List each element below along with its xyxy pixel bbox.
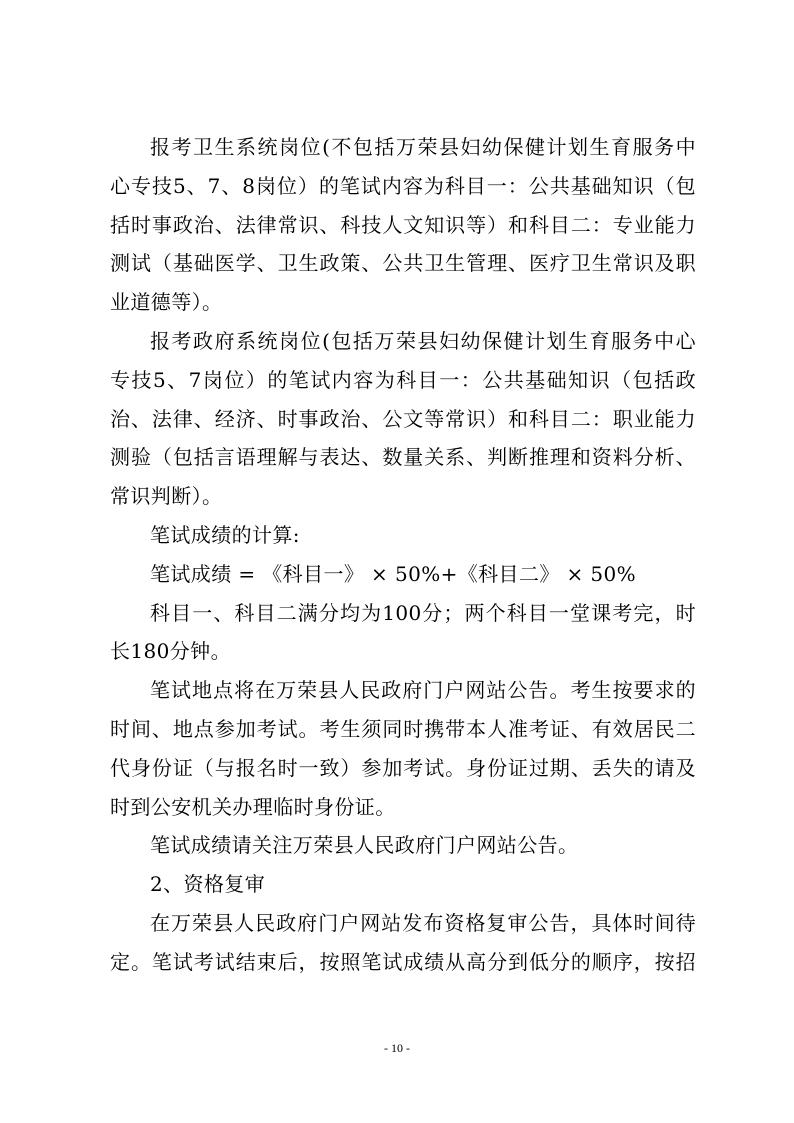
paragraph-line: 定。笔试考试结束后，按照笔试成绩从高分到低分的顺序，按招 (110, 949, 696, 974)
paragraph-line: 在万荣县人民政府门户网站发布资格复审公告，具体时间待 (150, 910, 696, 935)
paragraph-line: 长180分钟。 (110, 639, 231, 664)
paragraph-line: 测验（包括言语理解与表达、数量关系、判断推理和资料分析、 (110, 445, 696, 470)
paragraph-line: 笔试成绩的计算: (150, 522, 300, 547)
formula-line: 笔试成绩 = 《科目一》 × 50%+《科目二》 × 50% (150, 561, 637, 586)
paragraph-line: 常识判断）。 (110, 484, 223, 509)
paragraph-line: 代身份证（与报名时一致）参加考试。身份证过期、丢失的请及 (110, 755, 696, 780)
paragraph-line: 专技5、7岗位）的笔试内容为科目一：公共基础知识（包括政 (110, 367, 696, 392)
paragraph-line: 科目一、科目二满分均为100分；两个科目一堂课考完，时 (150, 600, 696, 625)
paragraph-line: 心专技5、7、8岗位）的笔试内容为科目一：公共基础知识（包 (110, 173, 696, 198)
paragraph-line: 报考卫生系统岗位(不包括万荣县妇幼保健计划生育服务中 (150, 135, 696, 159)
paragraph-line: 测试（基础医学、卫生政策、公共卫生管理、医疗卫生常识及职 (110, 251, 696, 276)
paragraph-line: 笔试地点将在万荣县人民政府门户网站公告。考生按要求的 (150, 678, 696, 703)
page-number: - 10 - (384, 1041, 410, 1055)
paragraph-line: 笔试成绩请关注万荣县人民政府门户网站公告。 (150, 833, 579, 858)
body-text (110, 128, 696, 982)
section-heading: 2、资格复审 (150, 872, 266, 897)
paragraph-line: 业道德等）。 (110, 290, 223, 315)
paragraph-line: 报考政府系统岗位(包括万荣县妇幼保健计划生育服务中心 (150, 328, 696, 353)
paragraph-line: 治、法律、经济、时事政治、公文等常识）和科目二：职业能力 (110, 406, 696, 431)
paragraph-line: 时到公安机关办理临时身份证。 (110, 794, 396, 819)
paragraph-line: 时间、地点参加考试。考生须同时携带本人准考证、有效居民二 (110, 716, 696, 741)
paragraph-line: 括时事政治、法律常识、科技人文知识等）和科目二：专业能力 (110, 212, 696, 237)
